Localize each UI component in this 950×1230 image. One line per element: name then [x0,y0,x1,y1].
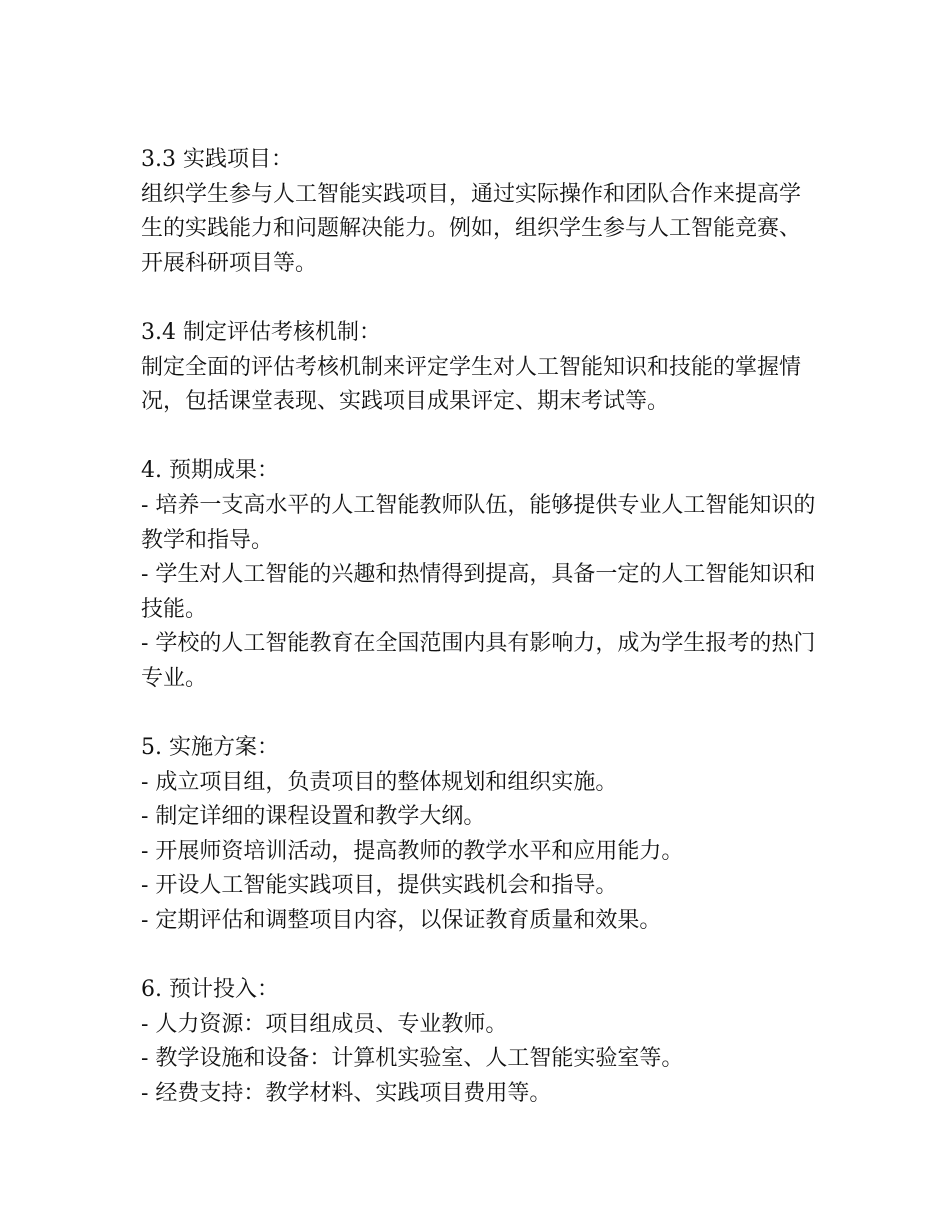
list-item: - 人力资源：项目组成员、专业教师。 [141,1011,508,1037]
list-item: - 制定详细的课程设置和教学大纲。 [141,804,486,830]
section-heading: 3.3 实践项目： [141,147,293,172]
document-body [141,143,821,1112]
section-heading: 6. 预计投入： [141,977,279,1003]
list-item: - 定期评估和调整项目内容，以保证教育质量和效果。 [141,908,662,934]
paragraph: 制定全面的评估考核机制来评定学生对人工智能知识和技能的掌握情况，包括课堂表现、实践项目成果评定、期末考试等。 [141,354,802,415]
section-5-implementation-plan [141,731,821,939]
list-item: - 成立项目组，负责项目的整体规划和组织实施。 [141,769,618,795]
list-item: - 教学设施和设备：计算机实验室、人工智能实验室等。 [141,1046,684,1072]
paragraph: 组织学生参与人工智能实践项目，通过实际操作和团队合作来提高学生的实践能力和问题解决能力。例如，组织学生参与人工智能竞赛、开展科研项目等。 [141,181,802,276]
list-item: - 经费支持：教学材料、实践项目费用等。 [141,1081,552,1107]
list-item: - 学生对人工智能的兴趣和热情得到提高，具备一定的人工智能知识和技能。 [141,562,816,622]
list-item: - 开设人工智能实践项目，提供实践机会和指导。 [141,873,618,899]
list-item: - 培养一支高水平的人工智能教师队伍，能够提供专业人工智能知识的教学和指导。 [141,492,816,553]
section-6-planned-investment [141,973,821,1111]
section-4-expected-results [141,454,821,696]
section-heading: 3.4 制定评估考核机制： [141,319,381,345]
section-3-3-practice-projects [141,143,821,281]
section-heading: 4. 预期成果： [141,458,279,484]
list-item: - 学校的人工智能教育在全国范围内具有影响力，成为学生报考的热门专业。 [141,631,816,691]
section-heading: 5. 实施方案： [141,735,279,761]
section-3-4-assessment [141,316,821,420]
list-item: - 开展师资培训活动，提高教师的教学水平和应用能力。 [141,838,684,864]
